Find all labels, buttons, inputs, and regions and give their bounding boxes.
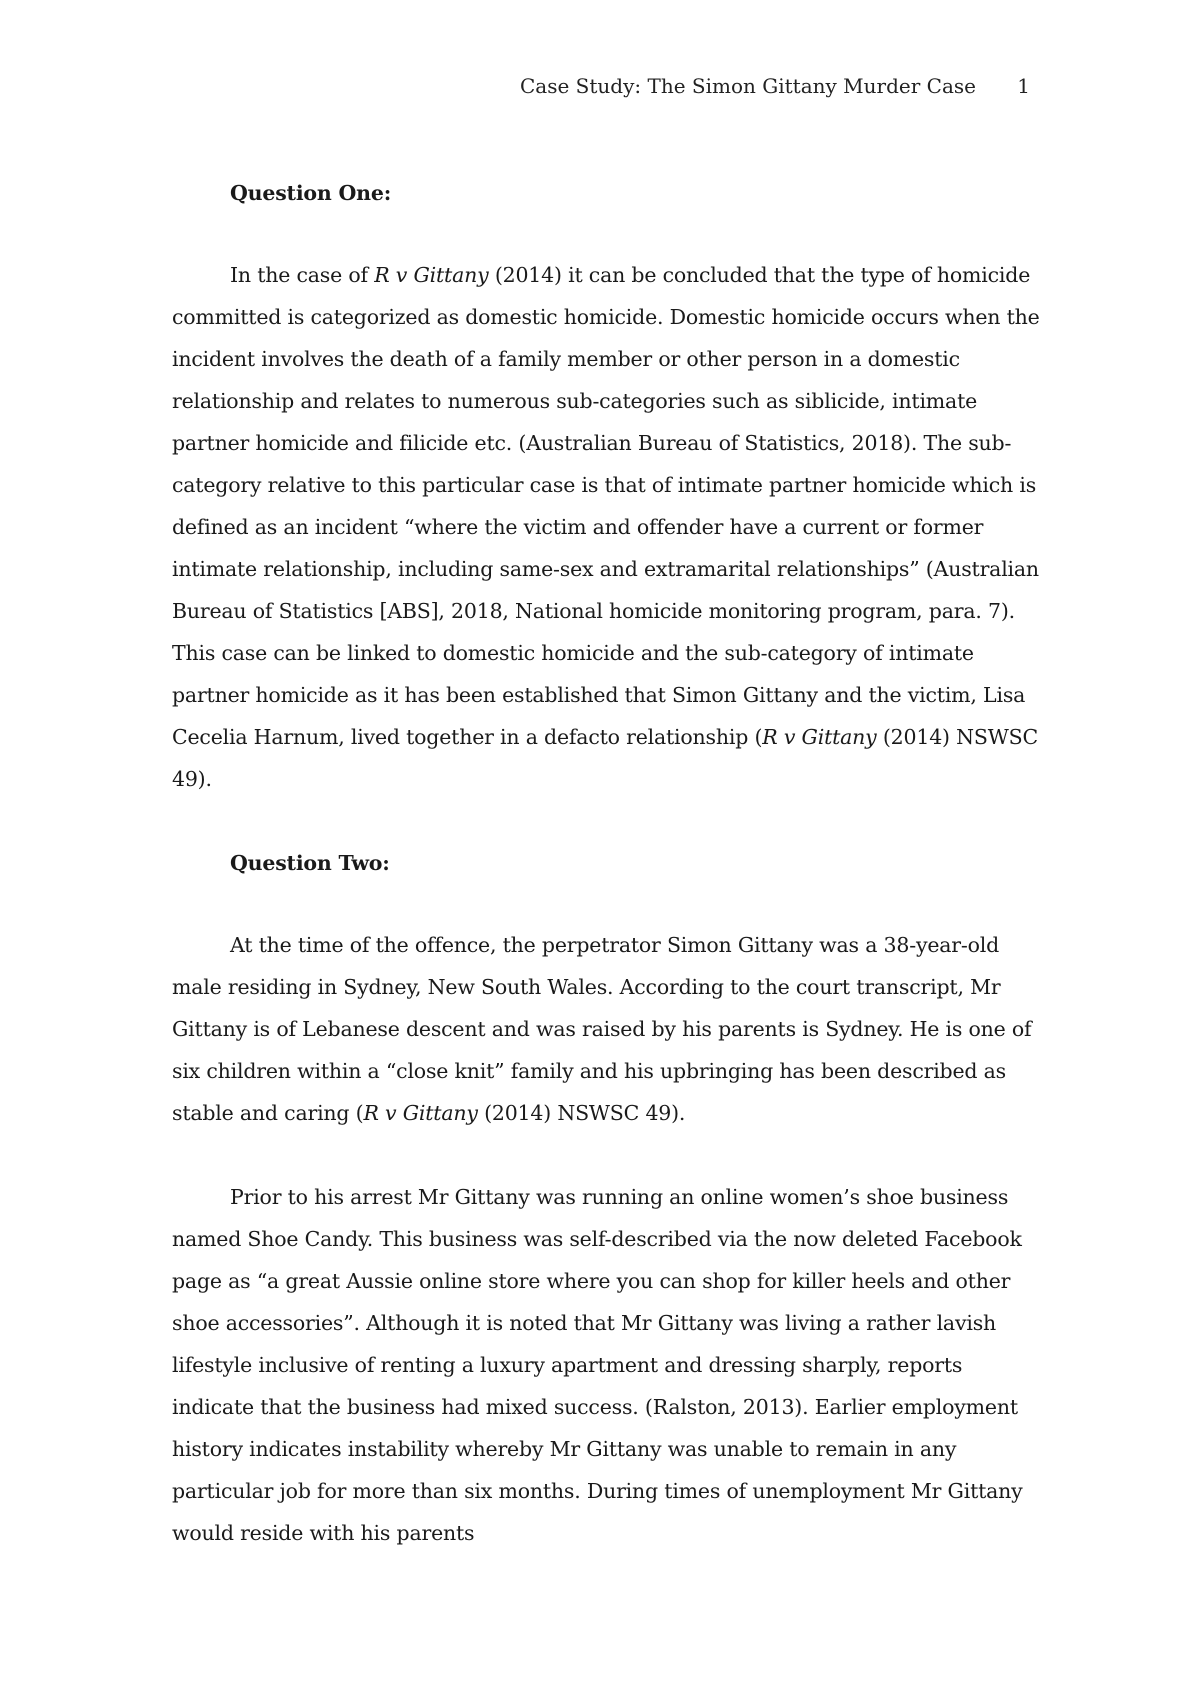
question-two-paragraph-1 [172,924,1040,1134]
case-citation: R v Gittany [363,1101,478,1125]
document-body [172,172,1040,1554]
question-two-paragraph-2: Prior to his arrest Mr Gittany was running an online women’s shoe business named Shoe Candy. This business was self-described via the now deleted Facebook page as “a great Aussie online store where you can shop for killer heels and other shoe accessories”. Although it is noted that Mr Gittany was living a rather lavish lifestyle inclusive of renting a luxury apartment and dressing sharply, reports indicate that the business had mixed success. (Ralston, 2013). Earlier employment history indicates instability whereby Mr Gittany was unable to remain in any particular job for more than six months. During times of unemployment Mr Gittany would reside with his parents [172,1185,1023,1545]
case-citation: R v Gittany [374,263,489,287]
question-one-paragraph [172,254,1040,800]
case-citation: R v Gittany [762,725,877,749]
question-one-heading: Question One: [230,181,392,205]
text-run: At the time of the offence, the perpetrator Simon Gittany was a 38-year-old male residing in Sydney, New South Wales. According to the court transcript, Mr Gittany is of Lebanese descent and was raised by his parents is Sydney. He is one of six children within a “close knit” family and his upbringing has been described as stable and caring ( [172,933,1032,1125]
question-two-heading: Question Two: [230,851,390,875]
running-head-title: Case Study: The Simon Gittany Murder Case [520,74,976,98]
text-run: (2014) NSWSC 49). [172,725,1038,791]
page-number: 1 [1017,74,1030,98]
text-run: (2014) NSWSC 49). [477,1101,686,1125]
text-run: In the case of [230,263,375,287]
text-run: (2014) it can be concluded that the type of homicide committed is categorized as domestic homicide. Domestic homicide occurs when the incident involves the death of a family member or other person in a domestic relationship and relates to numerous sub-categories such as siblicide, intimate partner homicide and filicide etc. (Australian Bureau of Statistics, 2018). The sub-category relative to this particular case is that of intimate partner homicide which is defined as an incident “where the victim and offender have a current or former intimate relationship, including same-sex and extramarital relationships” (Australian Bureau of Statistics [ABS], 2018, National homicide monitoring program, para. 7). This case can be linked to domestic homicide and the sub-category of intimate partner homicide as it has been established that Simon Gittany and the victim, Lisa Cecelia Harnum, lived together in a defacto relationship ( [172,263,1040,749]
